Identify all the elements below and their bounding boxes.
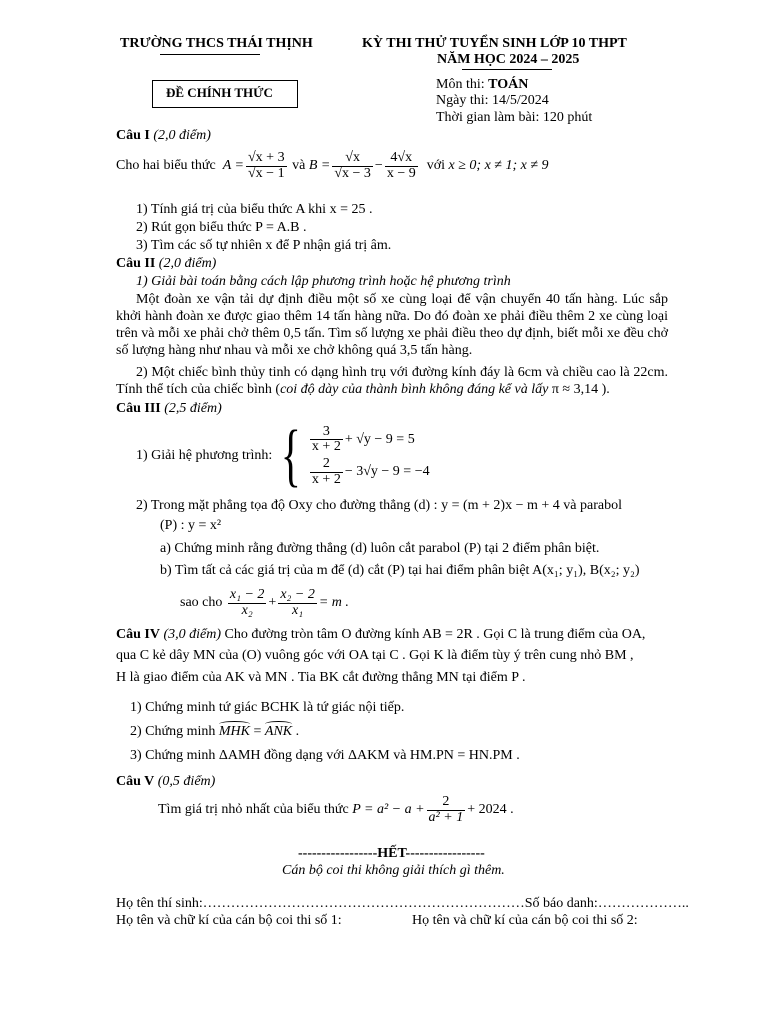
- q4-line-3: H là giao điểm của AK và MN . Tia BK cắt đường thẳng MN tại điểm P .: [116, 670, 526, 685]
- expr-b-fraction1: [332, 151, 373, 181]
- q1-expressions: Cho hai biểu thức A = $\frac{√x + 3}{√x - 1}$ và B = $\frac{√x}{√x - 3}$ − $\frac{4√x}{x - 9}$ với x ≥ 0; x ≠ 1; x ≠ 9: [116, 149, 549, 181]
- q1-intro: Cho hai biểu thức: [116, 158, 216, 173]
- q2-paragraph-1: Một đoàn xe vận tải dự định điều một số xe cùng loại để vận chuyển 40 tấn hàng. Lúc sắp khởi hành đoàn xe được giao thêm 14 tấn hàng nữa. Do đó đoàn xe phải điều thêm 2 xe cùng loại trên và mỗi xe phải chở thêm 0,5 tấn. Tìm số lượng xe phải điều theo dự định, biết mỗi xe đều chở số lượng hàng như nhau và mỗi xe chở không quá 3,5 tấn hàng.: [116, 292, 668, 358]
- eq1-num: 3: [310, 425, 343, 441]
- q4-item-3: 3) Chứng minh ΔAMH đồng dạng với ΔAKM và HM.PN = HN.PM .: [130, 748, 520, 763]
- q2-p2c: π ≈ 3,14 ).: [548, 382, 610, 397]
- q4-item-1: 1) Chứng minh tứ giác BCHK là tứ giác nội tiếp.: [130, 700, 405, 715]
- q2-p2b: coi độ dày của thành bình không đáng kể và lấy: [280, 382, 549, 397]
- proctor-2-signature: Họ tên và chữ kí của cán bộ coi thi số 2:: [412, 913, 638, 928]
- expr-b1-num: √x: [332, 151, 373, 167]
- q3-item-b: b) Tìm tất cả các giá trị của m để (d) cắt (P) tại hai điểm phân biệt A(x₁; y₁), B(x₂; y₂): [160, 563, 640, 578]
- q4-i2-pre: 2) Chứng minh: [130, 724, 219, 739]
- q1-item-3: 3) Tìm các số tự nhiên x để P nhận giá trị âm.: [136, 238, 392, 253]
- q3-heading: [116, 401, 222, 417]
- q3-c-f2-den: x₁: [292, 602, 304, 618]
- eq2-fraction: [310, 457, 343, 487]
- expr-a-label: A =: [222, 158, 244, 173]
- system-equations: [308, 425, 430, 488]
- q3-c-pre: sao cho: [180, 595, 223, 610]
- q1-condition: x ≥ 0; x ≠ 1; x ≠ 9: [448, 158, 549, 173]
- proctor-1-signature: Họ tên và chữ kí của cán bộ coi thi số 1:: [116, 913, 342, 928]
- q3-s2-line1: 2) Trong mặt phẳng tọa độ Oxy cho đường thẳng (d) : y = (m + 2)x − m + 4 và parabol: [136, 498, 622, 513]
- q3-title: Câu III: [116, 401, 161, 416]
- q2-p2a: 2) Một chiếc bình thủy tinh có dạng hình trụ với đường kính đáy là 6cm và chiều cao là 22cm. Tính thể tích của chiếc bình (: [116, 365, 668, 397]
- q3-s2-line2: (P) : y = x²: [160, 518, 222, 533]
- exam-date: Ngày thi: 14/5/2024: [436, 93, 549, 108]
- q1-points: (2,0 điểm): [153, 128, 211, 143]
- q5-title: Câu V: [116, 774, 155, 789]
- q2-points: (2,0 điểm): [158, 256, 217, 271]
- expr-b2-den: x − 9: [386, 165, 416, 181]
- equation-2: [308, 457, 430, 487]
- equation-1: [308, 425, 430, 455]
- q4-l1: Cho đường tròn tâm O đường kính AB = 2R . Gọi C là trung điểm của OA,: [221, 627, 646, 642]
- subject-label: Môn thi:: [436, 77, 489, 92]
- q3-c-frac2: [278, 588, 317, 618]
- eq1-rest: + √y − 9 = 5: [344, 431, 415, 447]
- q3-c-f1-num: x₁ − 2: [229, 586, 265, 602]
- q1-and: và: [292, 158, 306, 173]
- q2-title: Câu II: [116, 256, 156, 271]
- school-year: NĂM HỌC 2024 – 2025: [437, 52, 580, 67]
- angle-mhk: MHK: [218, 724, 250, 739]
- q3-c-f2-num: x₂ − 2: [280, 586, 315, 602]
- q5-expr-a: P = a² − a +: [352, 802, 425, 817]
- q5-num: 2: [427, 795, 466, 811]
- q3-s1: 1) Giải hệ phương trình:: [136, 448, 273, 463]
- subject-line: [436, 77, 528, 93]
- q5-den: a² + 1: [428, 809, 464, 825]
- q3-item-a: a) Chứng minh rằng đường thẳng (d) luôn cắt parabol (P) tại 2 điểm phân biệt.: [160, 541, 600, 556]
- q2-paragraph-2: [116, 364, 668, 398]
- q1-heading: [116, 128, 211, 144]
- q4-points: (3,0 điểm): [163, 627, 222, 642]
- q4-line-1: [116, 627, 645, 643]
- eq1-fraction: [310, 425, 343, 455]
- exam-title: KỲ THI THỬ TUYỂN SINH LỚP 10 THPT: [362, 36, 627, 51]
- candidate-info: Họ tên thí sinh:……………………………………………………………Số báo danh:………………..: [116, 896, 689, 911]
- q5-expr-b: + 2024 .: [467, 802, 514, 817]
- subject: TOÁN: [488, 77, 529, 92]
- end-marker: -----------------HẾT-----------------: [298, 846, 485, 861]
- q4-title: Câu IV: [116, 627, 160, 642]
- q4-i2-eq: =: [250, 724, 265, 739]
- eq2-num: 2: [310, 457, 343, 473]
- q4-line-2: qua C kẻ dây MN của (O) vuông góc với OA tại C . Gọi K là điểm tùy ý trên cung nhỏ BM ,: [116, 648, 634, 663]
- q5-fraction: [427, 795, 466, 825]
- eq2-rest: − 3√y − 9 = −4: [344, 464, 430, 480]
- q4-item-2: [130, 724, 299, 740]
- school-name: TRƯỜNG THCS THÁI THỊNH: [120, 36, 313, 51]
- q5-problem: [158, 789, 514, 831]
- expr-b-fraction2: [385, 151, 418, 181]
- q1-with: với: [426, 158, 446, 173]
- expr-b2-num: 4√x: [385, 151, 418, 167]
- q1-item-1: 1) Tính giá trị của biểu thức A khi x = 25 .: [136, 202, 373, 217]
- q3-c-plus: +: [268, 595, 277, 610]
- expr-b1-den: √x − 3: [334, 165, 371, 181]
- q5-heading: [116, 774, 215, 790]
- q3-system: [136, 418, 430, 494]
- q1-item-2: 2) Rút gọn biểu thức P = A.B .: [136, 220, 307, 235]
- expr-a-num: √x + 3: [248, 149, 285, 165]
- q1-title: Câu I: [116, 128, 150, 143]
- proctor-note: Cán bộ coi thi không giải thích gì thêm.: [282, 863, 505, 878]
- q3-c-frac1: [228, 588, 267, 618]
- official-label: ĐỀ CHÍNH THỨC: [166, 85, 273, 100]
- system-brace: {: [281, 417, 302, 494]
- q3-c-post: = m .: [318, 595, 349, 610]
- q3-c-f1-den: x₂: [241, 602, 253, 618]
- q3-condition: [180, 582, 349, 624]
- q3-points: (2,5 điểm): [164, 401, 222, 416]
- q5-pre: Tìm giá trị nhỏ nhất của biểu thức: [158, 802, 349, 817]
- year-underline: [462, 69, 552, 70]
- expr-b-label: B =: [308, 158, 331, 173]
- expr-a-fraction: [246, 151, 287, 181]
- q4-i2-end: .: [292, 724, 300, 739]
- angle-ank: ANK: [264, 724, 293, 739]
- exam-duration: Thời gian làm bài: 120 phút: [436, 110, 593, 125]
- eq2-den: x + 2: [311, 471, 341, 487]
- school-underline: [160, 54, 260, 55]
- q2-sub1: 1) Giải bài toán bằng cách lập phương trình hoặc hệ phương trình: [136, 274, 511, 289]
- q5-points: (0,5 điểm): [157, 774, 216, 789]
- expr-a-den: √x − 1: [248, 165, 285, 181]
- q2-heading: [116, 256, 216, 272]
- eq1-den: x + 2: [311, 439, 341, 455]
